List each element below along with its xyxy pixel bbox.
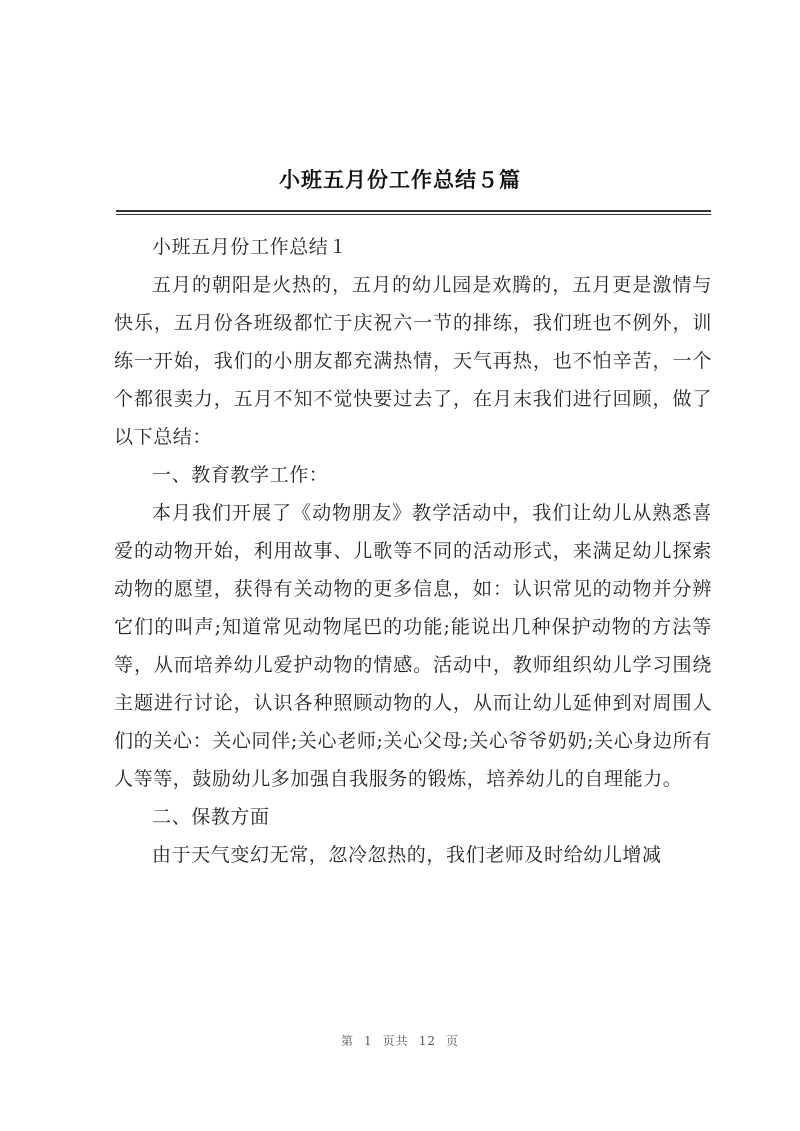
title-divider [116,210,711,215]
footer-total-pages: 12 [418,1034,436,1048]
page-footer [0,1032,800,1049]
education-paragraph: 本月我们开展了《动物朋友》教学活动中，我们让幼儿从熟悉喜爱的动物开始，利用故事、儿歌等不同的活动形式，来满足幼儿探索动物的愿望，获得有关动物的更多信息，如：认识常见的动物并分辨它们的叫声;知道常见动物尾巴的功能;能说出几种保护动物的方法等等，从而培养幼儿爱护动物的情感。活动中，教师组织幼儿学习围绕主题进行讨论，认识各种照顾动物的人，从而让幼儿延伸到对周围人们的关心：关心同伴;关心老师;关心父母;关心爷爷奶奶;关心身边所有人等等，鼓励幼儿多加强自我服务的锻炼，培养幼儿的自理能力。 [114,502,712,790]
care-paragraph: 由于天气变幻无常，忽冷忽热的，我们老师及时给幼儿增减 [152,844,662,866]
section-heading-summary-1: 小班五月份工作总结１ [152,236,349,258]
footer-current-page: 1 [364,1034,373,1048]
footer-middle: 页共 [382,1034,409,1048]
footer-prefix: 第 [341,1034,355,1048]
document-title: 小班五月份工作总结５篇 [279,167,521,192]
intro-paragraph: 五月的朝阳是火热的，五月的幼儿园是欢腾的，五月更是激情与快乐，五月份各班级都忙于庆祝六一节的排练，我们班也不例外，训练一开始，我们的小朋友都充满热情，天气再热，也不怕辛苦，一个个都很卖力，五月不知不觉快要过去了，在月末我们进行回顾，做了以下总结： [114,274,712,448]
section-heading-education: 一、教育教学工作： [152,464,329,486]
footer-suffix: 页 [445,1034,459,1048]
document-body [114,228,712,874]
section-heading-care: 二、保教方面 [152,806,270,828]
